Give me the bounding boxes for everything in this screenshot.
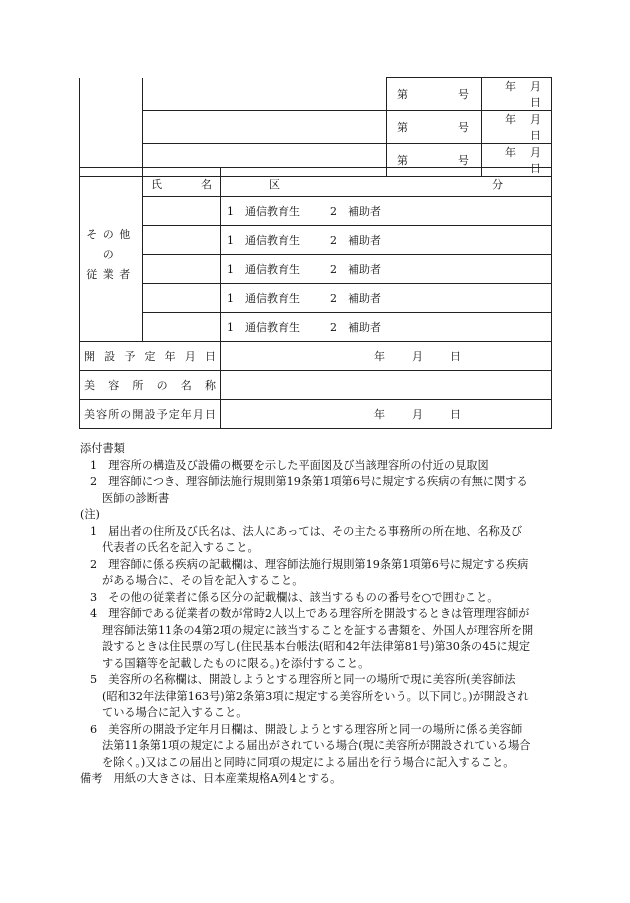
kaisetsu-date-field[interactable] xyxy=(221,342,552,371)
employee-row xyxy=(80,197,552,226)
license-name-cell[interactable] xyxy=(143,111,387,144)
note-item-cont: がある場合に、その旨を記入すること。 xyxy=(102,574,304,587)
note-item: 2 理容師に係る疾病の記載欄は、理容師法施行規則第19条第1項第6号に規定する疾病 xyxy=(90,557,529,571)
year-label: 年 xyxy=(505,113,517,126)
note-item: 3 その他の従業者に係る区分の記載欄は、該当するものの番号を○で囲むこと。 xyxy=(90,590,499,604)
day-label: 日 xyxy=(530,96,542,109)
month-label: 月 xyxy=(412,408,423,421)
month-label: 月 xyxy=(412,350,423,363)
year-label: 年 xyxy=(374,350,385,363)
option-hojo[interactable]: 2 補助者 xyxy=(330,321,381,334)
kaisetsu-date-row xyxy=(80,342,552,371)
day-label: 日 xyxy=(530,162,542,175)
year-label: 年 xyxy=(505,80,517,93)
other-label-line1: その他の xyxy=(86,227,136,261)
attachment-item: 2 理容師につき、理容師法施行規則第19条第1項第6号に規定する疾病の有無に関する xyxy=(90,475,528,488)
employee-kubun-cell[interactable] xyxy=(221,226,552,255)
biyo-name-field[interactable] xyxy=(221,371,552,400)
note-item: 1 届出者の住所及び氏名は、法人にあっては、その主たる事務所の所在地、名称及び xyxy=(90,524,523,538)
license-date-cell[interactable] xyxy=(482,111,552,144)
note-item: 4 理容師である従業者の数が常時2人以上である理容所を開設するときは管理理容師が xyxy=(90,607,530,620)
go-label: 号 xyxy=(458,154,470,167)
license-name-cell[interactable] xyxy=(143,78,387,111)
year-label: 年 xyxy=(374,408,385,421)
year-label: 年 xyxy=(505,146,517,159)
option-tsushin[interactable]: 1 通信教育生 xyxy=(227,321,300,334)
dai-label: 第 xyxy=(397,88,409,101)
option-tsushin[interactable]: 1 通信教育生 xyxy=(227,234,300,247)
employee-row xyxy=(80,284,552,313)
option-hojo[interactable]: 2 補助者 xyxy=(330,292,381,305)
biyo-name-row xyxy=(80,371,552,400)
name-head-char2: 名 xyxy=(201,178,212,191)
employee-kubun-cell[interactable] xyxy=(221,284,552,313)
notes-section xyxy=(80,441,560,788)
option-tsushin[interactable]: 1 通信教育生 xyxy=(227,205,300,218)
blank-left-cell xyxy=(80,78,143,177)
employee-name-cell[interactable] xyxy=(143,255,221,284)
day-label: 日 xyxy=(530,129,542,142)
employee-header-row xyxy=(80,168,552,197)
kubun-head-char2: 分 xyxy=(492,178,503,191)
note-item: 5 美容所の名称欄は、開設しようとする理容所と同一の場所で現に美容所(美容師法 xyxy=(90,673,516,686)
option-tsushin[interactable]: 1 通信教育生 xyxy=(227,263,300,276)
option-hojo[interactable]: 2 補助者 xyxy=(330,234,381,247)
name-header xyxy=(143,168,221,197)
license-row xyxy=(80,111,552,144)
employee-kubun-cell[interactable] xyxy=(221,313,552,342)
note-item-cont: ている場合に記入すること。 xyxy=(102,706,248,719)
month-label: 月 xyxy=(530,113,542,126)
biyo-date-label: 美容所の開設予定年月日 xyxy=(80,400,221,429)
option-tsushin[interactable]: 1 通信教育生 xyxy=(227,292,300,305)
biko-note: 備考 用紙の大きさは、日本産業規格A列4とする。 xyxy=(80,772,342,785)
note-item: 6 美容所の開設予定年月日欄は、開設しようとする理容所と同一の場所に係る美容師 xyxy=(90,722,523,736)
kubun-head-char1: 区 xyxy=(269,178,280,191)
employee-name-cell[interactable] xyxy=(143,313,221,342)
employee-row xyxy=(80,226,552,255)
notes-title: (注) xyxy=(80,508,100,521)
employee-row xyxy=(80,313,552,342)
dai-label: 第 xyxy=(397,154,409,167)
employee-kubun-cell[interactable] xyxy=(221,255,552,284)
kaisetsu-date-label: 開設予定年月日 xyxy=(80,342,221,371)
application-form-table xyxy=(79,77,552,177)
note-item-cont: する国籍等を記載したものに限る。)を添付すること。 xyxy=(102,656,370,670)
attachments-title: 添付書類 xyxy=(80,442,125,455)
option-hojo[interactable]: 2 補助者 xyxy=(330,205,381,218)
month-label: 月 xyxy=(530,146,542,159)
note-item-cont: 理容師法第11条の4第2項の規定に該当することを証する書類を、外国人が理容所を開 xyxy=(102,623,534,637)
biyo-date-field[interactable] xyxy=(221,400,552,429)
license-number-cell[interactable] xyxy=(387,78,482,111)
employee-row xyxy=(80,255,552,284)
option-hojo[interactable]: 2 補助者 xyxy=(330,263,381,276)
note-item-cont: 法第11条第1項の規定による届出がされている場合(現に美容所が開設されている場合 xyxy=(102,739,531,752)
day-label: 日 xyxy=(450,350,461,363)
note-item-cont: を除く。)又はこの届出と同時に同項の規定による届出を行う場合に記入すること。 xyxy=(102,755,515,769)
note-item-cont: 代表者の氏名を記入すること。 xyxy=(102,541,259,554)
kubun-header xyxy=(221,168,552,197)
license-date-cell[interactable] xyxy=(482,78,552,111)
other-employees-label xyxy=(80,168,143,342)
license-row xyxy=(80,78,552,111)
dai-label: 第 xyxy=(397,121,409,134)
employee-name-cell[interactable] xyxy=(143,197,221,226)
go-label: 号 xyxy=(458,121,470,134)
month-label: 月 xyxy=(530,80,542,93)
other-label-line2: 従業者 xyxy=(86,267,136,281)
biyo-name-label: 美容所の名称 xyxy=(80,371,221,400)
license-number-cell[interactable] xyxy=(387,111,482,144)
other-employees-table xyxy=(79,167,552,429)
biyo-date-row xyxy=(80,400,552,429)
name-head-char1: 氏 xyxy=(151,178,162,191)
go-label: 号 xyxy=(458,88,470,101)
attachment-item-cont: 医師の診断書 xyxy=(102,491,170,505)
attachment-item: 1 理容所の構造及び設備の概要を示した平面図及び当該理容所の付近の見取図 xyxy=(90,458,489,472)
note-item-cont: (昭和32年法律第163号)第2条第3項に規定する美容所をいう。以下同じ。)が開設され xyxy=(102,689,529,703)
day-label: 日 xyxy=(450,408,461,421)
note-item-cont: 設するときは住民票の写し(住民基本台帳法(昭和42年法律第81号)第30条の45に規定 xyxy=(102,640,531,653)
employee-kubun-cell[interactable] xyxy=(221,197,552,226)
employee-name-cell[interactable] xyxy=(143,284,221,313)
employee-name-cell[interactable] xyxy=(143,226,221,255)
